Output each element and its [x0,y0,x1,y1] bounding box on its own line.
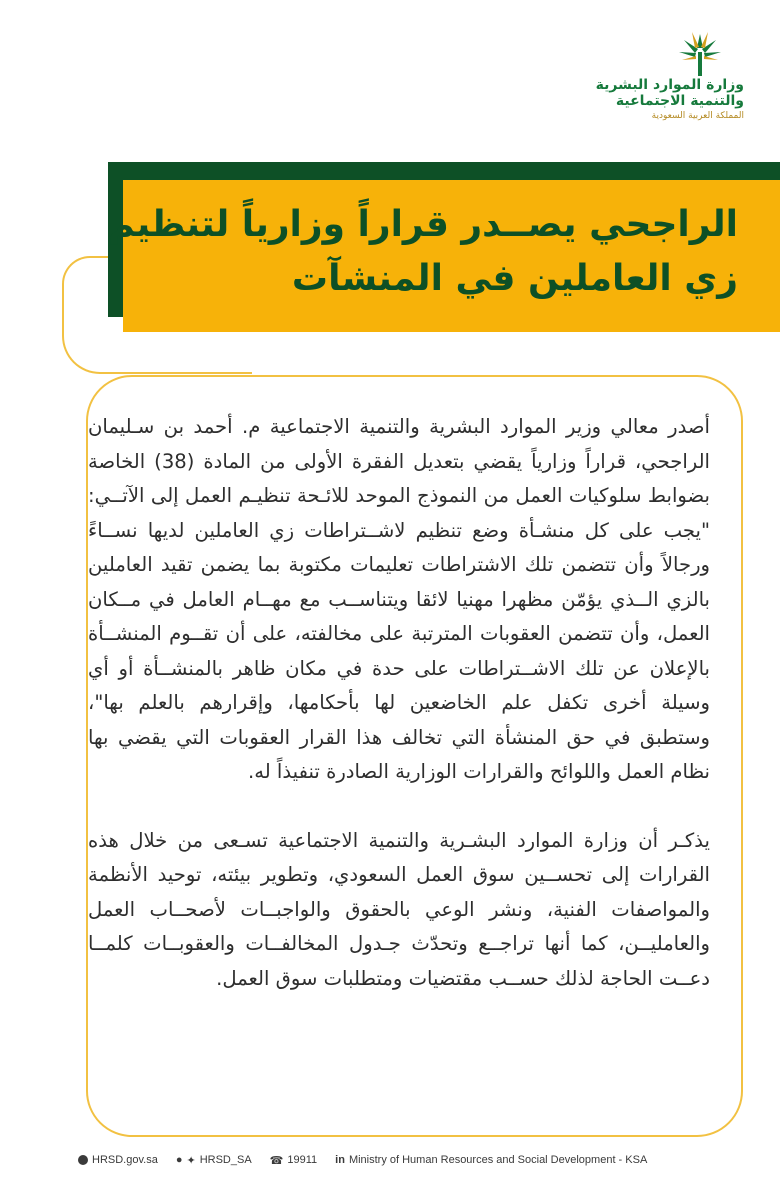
phone-icon: ☎ [269,1154,284,1167]
headline-box [108,180,780,332]
headline-line2: زي العاملين في المنشآت [291,258,738,299]
article-paragraph-2: يذكـر أن وزارة الموارد البشـرية والتنمية الاجتماعية تسـعى من خلال هذه القرارات إلى تحســين سوق العمل السعودي، وتطوير بيئته، توحيد الأنظمة والمواصفات الفنية، ونشر الوعي بالحقوق والواجبــات لأصحــاب العمل والعامليــن، كما أنها تراجــع وتحدّث جـدول المخالفــات والعقوبــات كلمــا دعــت الحاجة لذلك حســب مقتضيات ومتطلبات سوق العمل. [88,828,710,990]
snapchat-icon: ● [175,1154,183,1166]
linkedin-label: Ministry of Human Resources and Social Development - KSA [348,1154,648,1166]
footer-linkedin[interactable] [335,1154,647,1166]
website-label: HRSD.gov.sa [92,1154,158,1166]
social-handle: HRSD_SA [199,1154,252,1166]
globe-icon [78,1155,88,1165]
kingdom-name: المملكة العربية السعودية [651,111,744,122]
footer-contacts [78,1150,665,1170]
phone-number: 19911 [287,1154,318,1166]
article-paragraph-1: أصدر معالي وزير الموارد البشرية والتنمية الاجتماعية م. أحمد بن سـليمان الراجحي، قراراً وزارياً يقضي بتعديل الفقرة الأولى من المادة (38) الخاصة بضوابط سلوكيات العمل من النموذج الموحد للائـحة تنظيـم العمل إلى الآتــي: "يجب على كل منشـأة وضع تنظيم لاشــتراطات زي العاملين لديها نســاءً ورجالاً وأن تتضمن تلك الاشتراطات تعليمات مكتوبة بما يضمن تقيد العاملين بالزي الــذي يؤمّن مظهرا مهنيا لائقا ويتناســب مع مهــام العامل في مــكان العمل، وأن تتضمن العقوبات المترتبة على مخالفته، على أن تقــوم المنشــأة بالإعلان عن تلك الاشــتراطات على حدة في مكان ظاهر بالمنشــأة أو أي وسيلة أخرى تكفل علم الخاضعين لها بأحكامها، وإقرارهم بالعلم بها"، وستطبق في حق المنشأة التي تخالف هذا القرار العقوبات التي يقضي بها نظام العمل واللوائح والقرارات الوزارية الصادرة تنفيذاً له. [88,415,710,783]
ministry-name-line2: والتنمية الاجتماعية [615,92,744,109]
linkedin-icon: in [335,1154,345,1166]
footer-social[interactable] [176,1154,252,1167]
palm-emblem-icon [674,28,726,80]
headline-line1: الراجحي يصــدر قراراً وزارياً لتنظيم [108,204,738,245]
twitter-icon: ✦ [186,1154,196,1167]
ministry-name [596,78,744,121]
ministry-logo [584,28,744,123]
ministry-name-line1: وزارة الموارد البشرية [595,77,744,93]
footer-phone[interactable] [270,1154,317,1167]
article-body [88,410,710,996]
footer-website[interactable] [78,1154,158,1166]
